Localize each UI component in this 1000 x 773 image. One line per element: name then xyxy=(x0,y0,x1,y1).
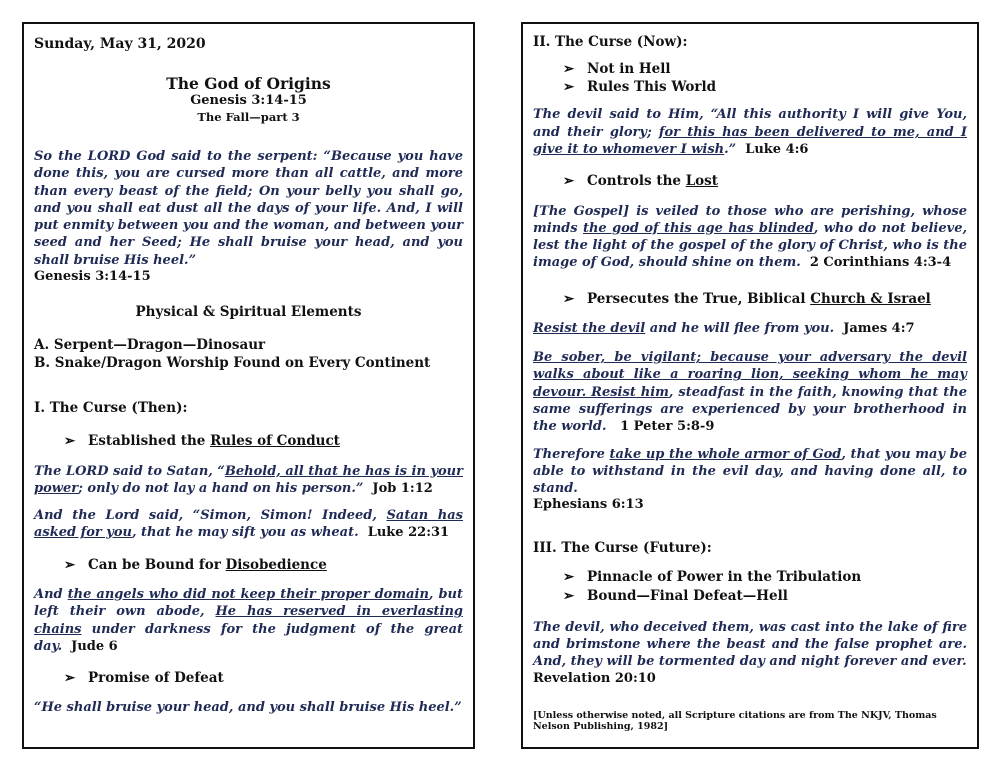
footnote: [Unless otherwise noted, all Scripture citations are from The NKJV, Thomas Nelson Publishing, 1982] xyxy=(533,709,937,732)
arrow-bullet-icon: ➢ xyxy=(563,61,575,77)
james-quote: Resist the devil and he will flee from you. James 4:7 xyxy=(533,320,915,336)
section-curse-then: I. The Curse (Then): xyxy=(34,400,188,417)
luke-4-quote: The devil said to Him, “All this authority I will give You, and their glory; for this has been delivered to me, and I give it to whomever I wish.” Luke 4:6 xyxy=(533,107,967,157)
bullet-disobedience: ➢ Can be Bound for Disobedience xyxy=(64,556,327,573)
bullet-controls-the-lost: ➢ Controls the Lost xyxy=(563,173,719,190)
luke-22-quote: And the Lord said, “Simon, Simon! Indeed, Satan has asked for you, that he may sift you as wheat. Luke 22:31 xyxy=(34,508,464,541)
page-title: The God of Origins xyxy=(166,74,331,93)
ephesians-ref: Ephesians 6:13 xyxy=(533,497,644,513)
arrow-bullet-icon: ➢ xyxy=(563,173,575,190)
jude-ref: Jude 6 xyxy=(71,638,118,654)
job-quote: The LORD said to Satan, “Behold, all that he has is in your power; only do not lay a hand on his person.” Job 1:12 xyxy=(34,463,463,496)
right-panel xyxy=(521,22,979,749)
luke-4-ref: Luke 4:6 xyxy=(745,142,809,157)
arrow-bullet-icon: ➢ xyxy=(64,433,76,450)
luke-22-ref: Luke 22:31 xyxy=(367,525,450,541)
bullet-final-defeat: ➢ Bound—Final Defeat—Hell xyxy=(563,587,788,604)
elements-heading: Physical & Spiritual Elements xyxy=(135,303,362,320)
section-curse-now: II. The Curse (Now): xyxy=(533,34,688,50)
bullet-text: Established the xyxy=(88,433,211,450)
bullet-not-in-hell: ➢ Not in Hell xyxy=(563,61,671,77)
element-a: A. Serpent—Dragon—Dinosaur xyxy=(34,336,266,353)
element-b: B. Snake/Dragon Worship Found on Every Continent xyxy=(34,355,431,372)
arrow-bullet-icon: ➢ xyxy=(563,290,575,307)
revelation-ref: Revelation 20:10 xyxy=(533,670,656,686)
job-ref: Job 1:12 xyxy=(372,480,433,496)
promise-quote: “He shall bruise your head, and you shall bruise His heel.” xyxy=(34,700,462,716)
bullet-rules-of-conduct xyxy=(34,432,463,450)
bullet-pinnacle-of-power: ➢ Pinnacle of Power in the Tribulation xyxy=(563,569,862,586)
genesis-ref: Genesis 3:14-15 xyxy=(34,268,151,284)
arrow-bullet-icon: ➢ xyxy=(563,79,575,96)
bullet-rules-this-world: ➢ Rules This World xyxy=(563,79,717,96)
jude-quote: And the angels who did not keep their proper domain, but left their own abode, He has reserved in everlasting chains under darkness for the judgment of the great day. Jude 6 xyxy=(34,586,464,654)
left-panel xyxy=(22,22,475,749)
bullet-promise-of-defeat: ➢ Promise of Defeat xyxy=(64,670,224,687)
james-ref: James 4:7 xyxy=(843,320,915,336)
page-subsubtitle: The Fall—part 3 xyxy=(197,109,300,124)
genesis-quote: So the LORD God said to the serpent: “Because you have done this, you are cursed more than all cattle, and more than every beast of the field; On your belly you shall go, and you shall eat dust all the days of your life. And, I will put enmity between you and the woman, and between your seed and her Seed; He shall bruise your head, and you shall bruise His heel.” xyxy=(34,149,463,268)
arrow-bullet-icon: ➢ xyxy=(64,670,76,687)
title-block xyxy=(34,74,463,124)
arrow-bullet-icon: ➢ xyxy=(563,587,575,604)
revelation-quote: The devil, who deceived them, was cast into the lake of fire and brimstone where the beast and the false prophet are. And, they will be tormented day and night forever and ever. xyxy=(533,619,967,670)
corinthians-ref: 2 Corinthians 4:3-4 xyxy=(809,255,952,271)
page-subtitle: Genesis 3:14-15 xyxy=(190,93,307,109)
bullet-underlined-text: Rules of Conduct xyxy=(210,433,340,450)
section-curse-future: III. The Curse (Future): xyxy=(533,540,712,557)
peter-quote: Be sober, be vigilant; because your adversary the devil walks about like a roaring lion, seeking whom he may devour. Resist him, steadfast in the faith, knowing that the same sufferings are experienced by your brotherhood in the world. 1 Peter 5:8-9 xyxy=(533,350,967,435)
arrow-bullet-icon: ➢ xyxy=(64,556,76,573)
bullet-persecutes: ➢ Persecutes the True, Biblical Church & Israel xyxy=(563,290,931,307)
date: Sunday, May 31, 2020 xyxy=(34,36,206,52)
peter-ref: 1 Peter 5:8-9 xyxy=(620,419,715,435)
ephesians-quote: Therefore take up the whole armor of God, that you may be able to withstand in the evil day, and having done all, to stand. xyxy=(533,446,967,497)
arrow-bullet-icon: ➢ xyxy=(563,569,575,586)
corinthians-quote: [The Gospel] is veiled to those who are perishing, whose minds the god of this age has blinded, who do not believe, lest the light of the gospel of the glory of Christ, who is the image of God, should shine on them. 2 Corinthians 4:3-4 xyxy=(533,203,967,271)
